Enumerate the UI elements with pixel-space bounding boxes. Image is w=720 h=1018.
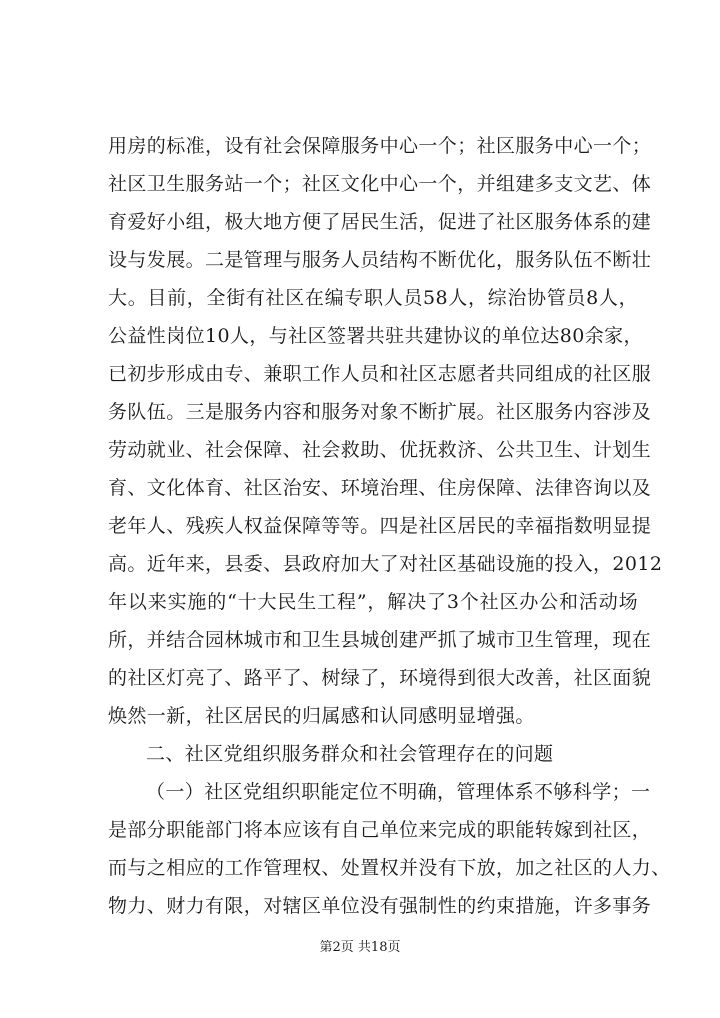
- body-text-line: 年以来实施的“十大民生工程”，解决了3个社区办公和活动场: [108, 591, 638, 613]
- body-text-line: 劳动就业、社会保障、社会救助、优抚救济、公共卫生、计划生: [108, 439, 652, 461]
- body-text-line: 而与之相应的工作管理权、处置权并没有下放，加之社区的人力、: [108, 857, 671, 879]
- body-text-line: 务队伍。三是服务内容和服务对象不断扩展。社区服务内容涉及: [108, 401, 652, 423]
- body-text-line: 所，并结合园林城市和卫生县城创建严抓了城市卫生管理，现在: [108, 629, 652, 651]
- body-text-line: 大。目前，全街有社区在编专职人员58人，综治协管员8人，: [108, 287, 638, 309]
- body-text-line: 焕然一新，社区居民的归属感和认同感明显增强。: [108, 705, 535, 727]
- body-text-line: 社区卫生服务站一个；社区文化中心一个，并组建多支文艺、体: [108, 173, 652, 195]
- body-text-line: 用房的标准，设有社会保障服务中心一个；社区服务中心一个；: [108, 135, 652, 157]
- body-text-line: 已初步形成由专、兼职工作人员和社区志愿者共同组成的社区服: [108, 363, 652, 385]
- body-text-line: 设与发展。二是管理与服务人员结构不断优化，服务队伍不断壮: [108, 249, 652, 271]
- body-text-line: 育爱好小组，极大地方便了居民生活，促进了社区服务体系的建: [108, 211, 652, 233]
- subsection-heading-line: （一）社区党组织职能定位不明确，管理体系不够科学；一: [146, 781, 651, 803]
- body-text-line: 的社区灯亮了、路平了、树绿了，环境得到很大改善，社区面貌: [108, 667, 652, 689]
- body-text-line: 老年人、残疾人权益保障等等。四是社区居民的幸福指数明显提: [108, 515, 652, 537]
- body-text-line: 是部分职能部门将本应该有自己单位来完成的职能转嫁到社区，: [108, 819, 652, 841]
- page-number-footer: 第2页 共18页: [319, 940, 401, 955]
- body-text-line: 物力、财力有限，对辖区单位没有强制性的约束措施，许多事务: [108, 895, 652, 917]
- body-text-line: 育、文化体育、社区治安、环境治理、住房保障、法律咨询以及: [108, 477, 652, 499]
- body-text-line: 公益性岗位10人，与社区签署共驻共建协议的单位达80余家，: [108, 325, 643, 347]
- section-heading: 二、社区党组织服务群众和社会管理存在的问题: [146, 743, 554, 765]
- body-text-line: 高。近年来，县委、县政府加大了对社区基础设施的投入，2012: [108, 553, 663, 575]
